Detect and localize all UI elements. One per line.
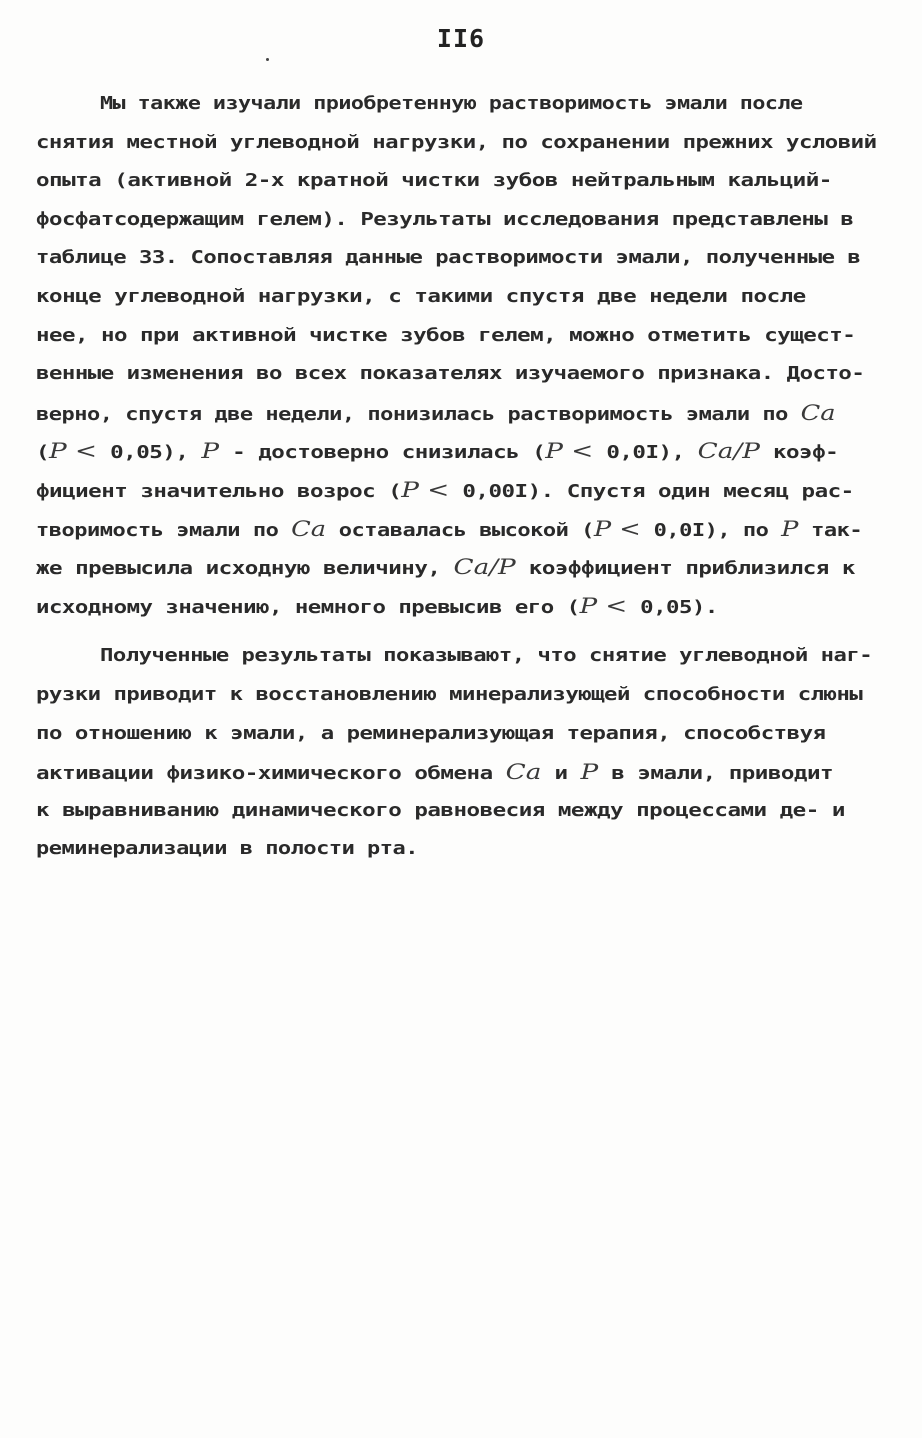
line-text: ( [36,442,50,464]
line-text: реминерализации в полости рта. [36,838,418,860]
line-text: коэф- [759,442,839,464]
text-line [36,162,832,200]
line-text: 0,00I). Спустя один месяц рас- [449,481,854,502]
line-text: фициент значительно возрос ( [36,481,402,502]
handwritten-symbol: Ca [505,760,542,785]
text-line [36,239,860,277]
line-text: фосфатсодержащим гелем). Результаты исследования представлены в [36,208,854,230]
handwritten-symbol: Ca [800,400,836,425]
line-text: же превысила исходную величину, [36,558,454,580]
handwritten-symbol: P [781,516,799,541]
line-text: оставалась высокой ( [326,519,594,541]
line-text: Полученные результаты показывают, что снятие углеводной наг- [100,645,873,667]
line-text: активации физико-химического обмена [36,763,506,785]
line-text: конце углеводной нагрузки, с такими спустя две недели после [36,286,806,307]
page-number: II6 [436,24,486,53]
text-line [100,637,872,675]
text-line [36,792,845,830]
text-line [36,355,864,393]
line-text: исходному значению, немного превысив его ( [36,596,580,618]
text-line [36,124,877,162]
line-text: таблице 33. Сопоставляя данные растворимости эмали, полученные в [36,247,861,269]
line-text: 0,05), [97,442,202,464]
text-line [36,830,418,868]
line-text: верно, спустя две недели, понизилась растворимость эмали по [36,403,801,425]
line-text: так- [798,519,863,541]
line-text: в эмали, приводит [598,763,834,785]
handwritten-symbol: Ca/P [697,439,760,464]
text-line [36,510,862,548]
text-line [100,85,803,123]
line-text: снятия местной углеводной нагрузки, по сохранении прежних условий [36,131,877,153]
text-line [36,317,855,355]
handwritten-symbol: P < [545,439,594,464]
text-line [36,278,806,316]
scan-speck [266,58,269,61]
handwritten-symbol: Ca/P [453,555,516,580]
line-text: к выравниванию динамического равновесия между процессами де- и [36,799,845,821]
text-line [36,201,853,239]
handwritten-symbol: P < [401,478,450,502]
line-text: и [541,763,581,785]
line-text: Мы также изучали приобретенную растворимость эмали после [100,93,803,114]
text-line [36,471,854,509]
text-line [36,715,825,753]
text-line [36,676,862,714]
text-line [36,394,836,432]
text-line [36,753,833,791]
line-text: 0,0I), по [640,519,782,541]
handwritten-symbol: P < [49,439,98,464]
line-text: коэффициент приблизился к [515,558,855,580]
line-text: 0,05). [627,596,718,618]
line-text: по отношению к эмали, а реминерализующая терапия, способствуя [36,722,826,744]
handwritten-symbol: P [201,439,220,464]
text-line [36,548,855,586]
line-text: творимость эмали по [36,519,292,541]
handwritten-symbol: P [580,760,599,785]
text-line [36,432,838,470]
handwritten-symbol: P < [579,593,628,618]
line-text: венные изменения во всех показателях изучаемого признака. Досто- [36,363,865,385]
line-text: - достоверно снизилась ( [219,442,546,464]
line-text: 0,0I), [593,442,698,464]
handwritten-symbol: P < [593,516,641,541]
line-text: рузки приводит к восстановлению минерализующей способности слюны [36,684,863,705]
text-line [36,587,718,625]
handwritten-symbol: Ca [291,516,327,541]
line-text: опыта (активной 2-х кратной чистки зубов нейтральным кальций- [36,170,832,192]
line-text: нее, но при активной чистке зубов гелем, можно отметить сущест- [36,324,856,346]
